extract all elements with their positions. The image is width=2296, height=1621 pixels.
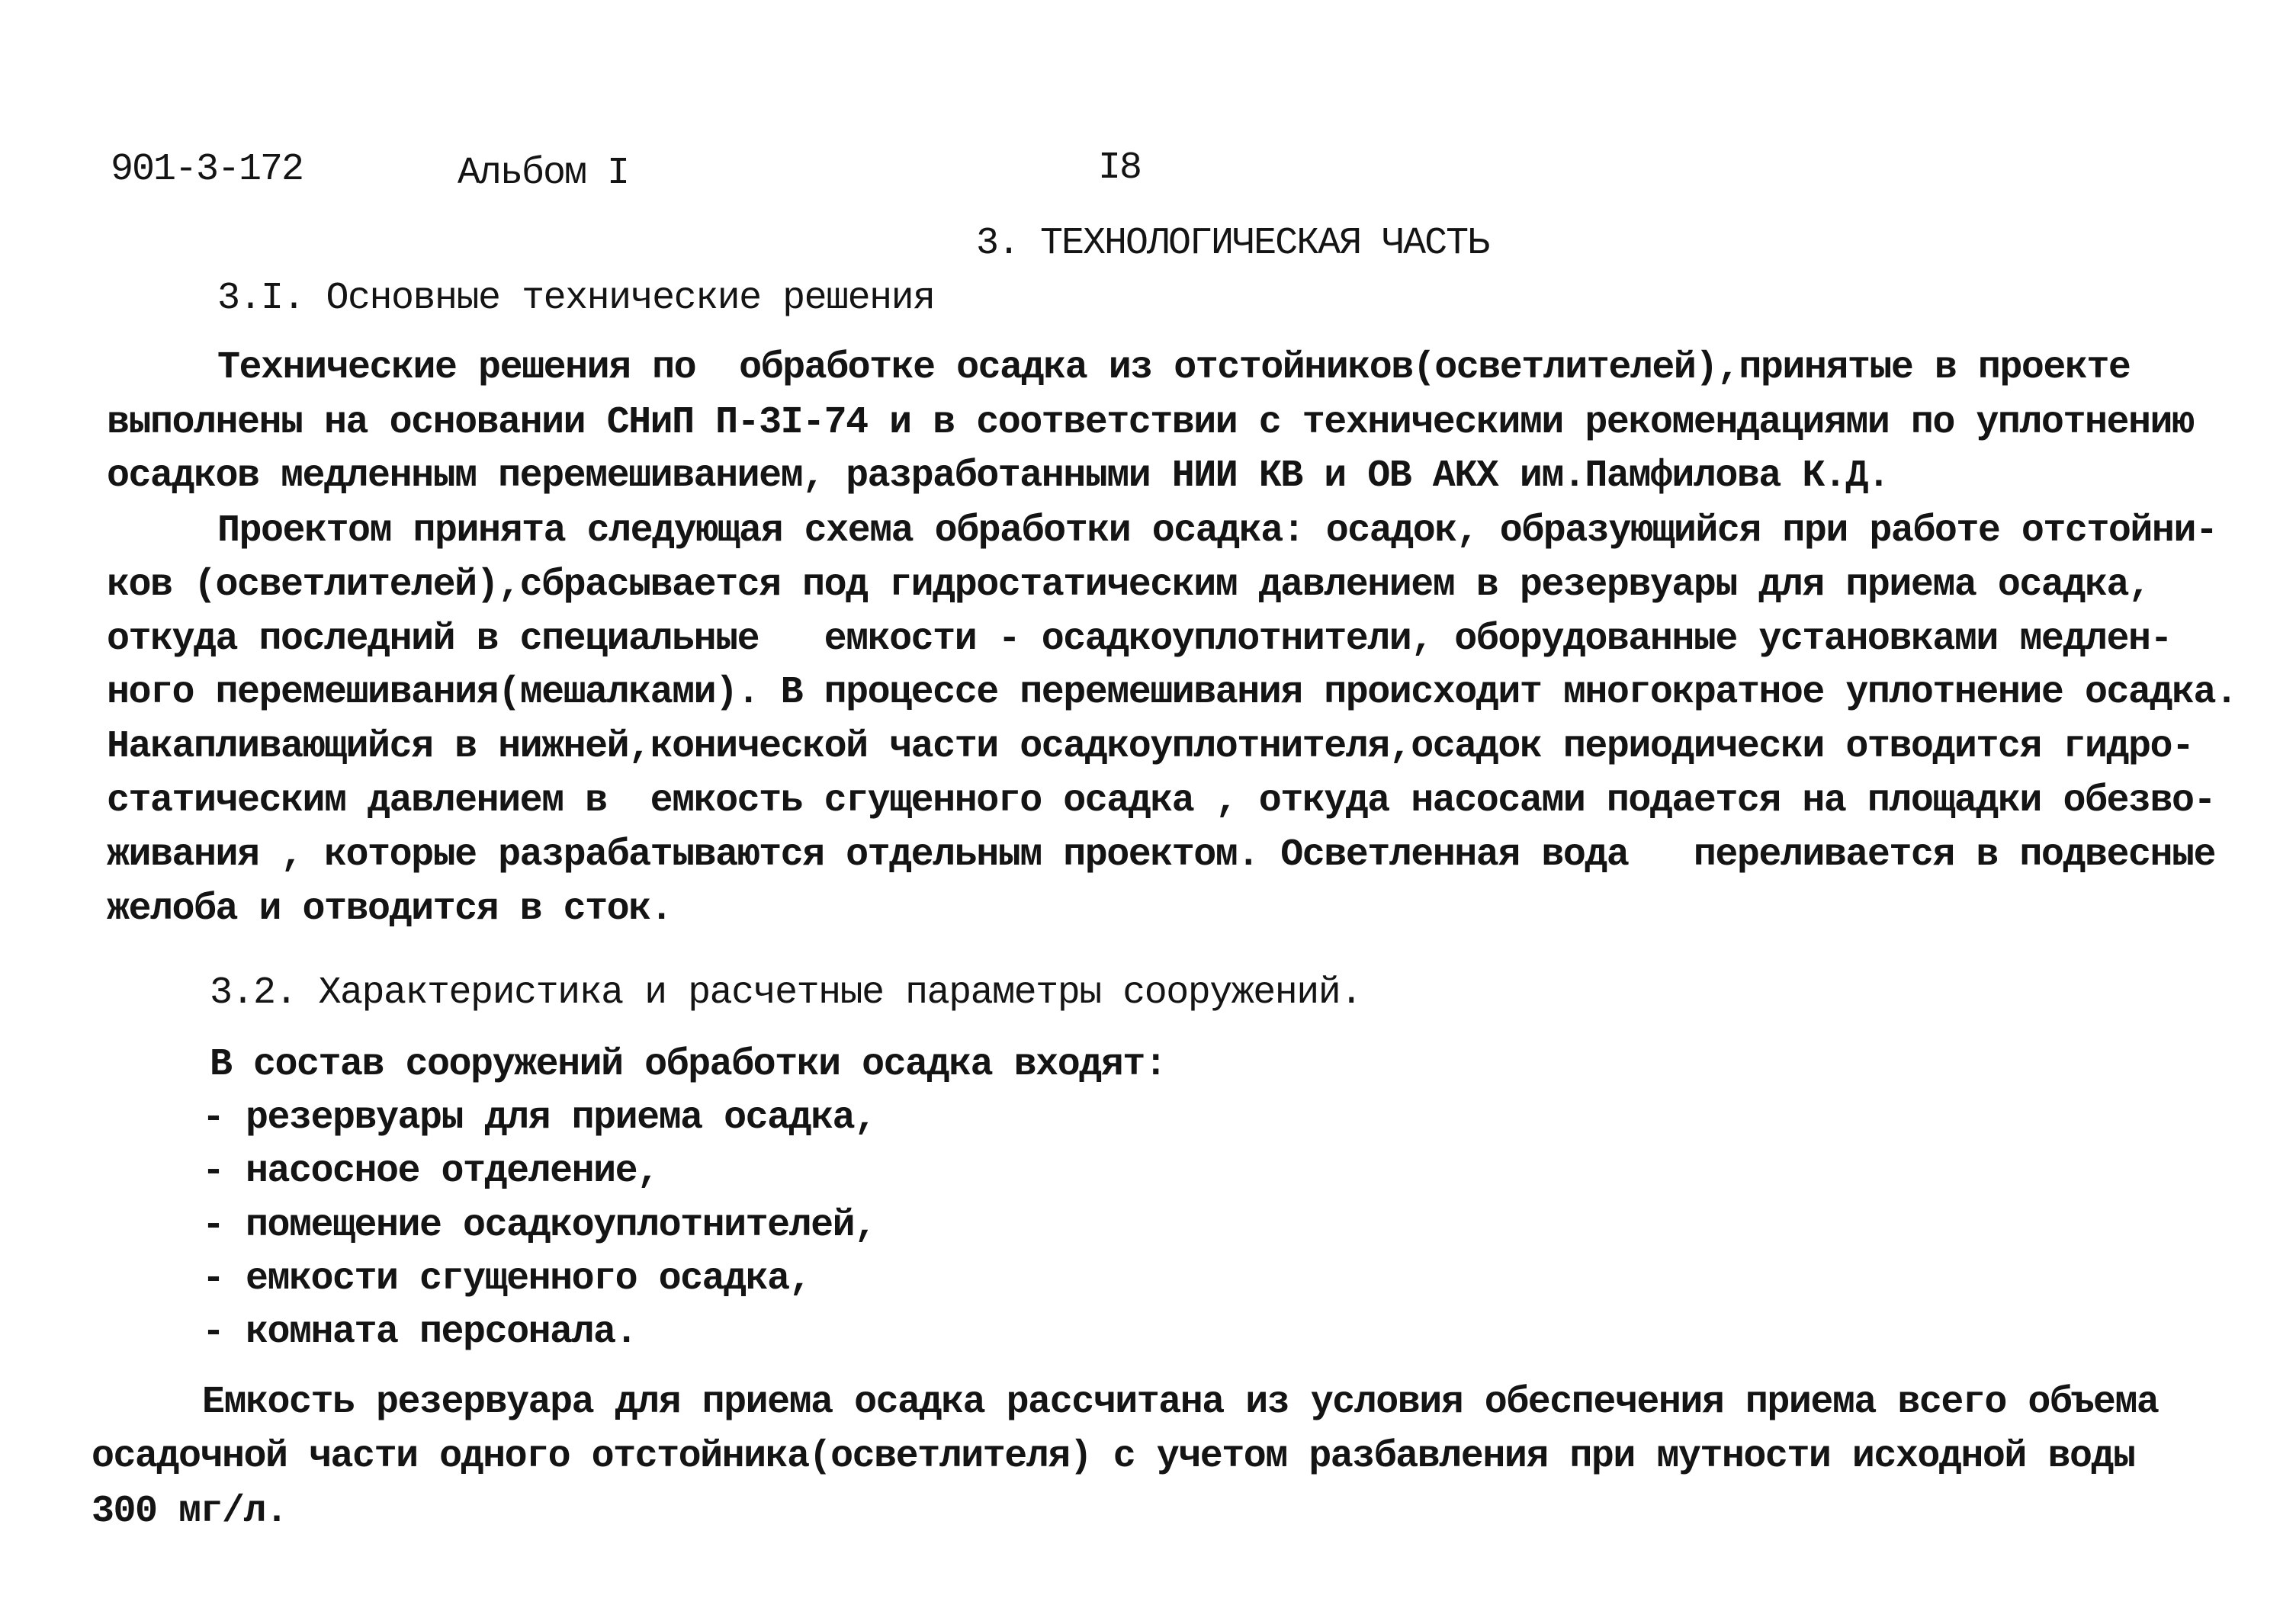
paragraph-2-line-6: статическим давлением в емкость сгущенного осадка , откуда насосами подается на площадки обезво- <box>107 779 2215 823</box>
paragraph-2-line-7: живания , которые разрабатываются отдельным проектом. Осветленная вода переливается в подвесные <box>107 833 2215 877</box>
list-item: - помещение осадкоуплотнителей, <box>202 1204 876 1247</box>
list-item: - резервуары для приема осадка, <box>202 1096 876 1140</box>
paragraph-2-line-8: желоба и отводится в сток. <box>107 888 673 931</box>
paragraph-3-line-2: осадочной части одного отстойника(осветлителя) с учетом разбавления при мутности исходной воды <box>92 1435 2135 1478</box>
paragraph-1-line-1: Технические решения по обработке осадка из отстойников(осветлителей),принятые в проекте <box>217 346 2131 390</box>
subsection-2-heading: 3.2. Характеристика и расчетные параметры сооружений. <box>210 971 1362 1015</box>
subsection-1-heading: 3.I. Основные технические решения <box>217 277 935 320</box>
paragraph-3-line-1: Емкость резервуара для приема осадка рассчитана из условия обеспечения приема всего объема <box>202 1381 2159 1424</box>
paragraph-2-line-2: ков (осветлителей),сбрасывается под гидростатическим давлением в резервуары для приема осадка, <box>107 563 2150 607</box>
album-label: Альбом I <box>458 152 629 195</box>
paragraph-2-line-1: Проектом принята следующая схема обработки осадка: осадок, образующийся при работе отстойни- <box>217 509 2217 553</box>
list-item: - насосное отделение, <box>202 1150 659 1193</box>
page-number: I8 <box>1098 146 1142 190</box>
paragraph-2-line-4: ного перемешивания(мешалками). В процессе перемешивания происходит многократное уплотнение осадка. <box>107 671 2237 714</box>
paragraph-1-line-3: осадков медленным перемешиванием, разработанными НИИ КВ и ОВ АКХ им.Памфилова К.Д. <box>107 454 1890 498</box>
list-item: - комната персонала. <box>202 1311 637 1354</box>
paragraph-1-line-2: выполнены на основании СНиП П-3I-74 и в соответствии с техническими рекомендациями по уплотнению <box>107 401 2194 445</box>
paragraph-2-line-5: Накапливающийся в нижней,конической части осадкоуплотнителя,осадок периодически отводится гидро- <box>107 725 2194 769</box>
section-title: 3. ТЕХНОЛОГИЧЕСКАЯ ЧАСТЬ <box>976 222 1489 265</box>
paragraph-2-line-3: откуда последний в специальные емкости - осадкоуплотнители, оборудованные установками медлен- <box>107 618 2172 661</box>
subsection-2-intro: В состав сооружений обработки осадка входят: <box>210 1043 1167 1087</box>
paragraph-3-line-3: 300 мг/л. <box>92 1490 287 1533</box>
doc-code: 901-3-172 <box>111 148 303 191</box>
list-item: - емкости сгущенного осадка, <box>202 1257 811 1301</box>
